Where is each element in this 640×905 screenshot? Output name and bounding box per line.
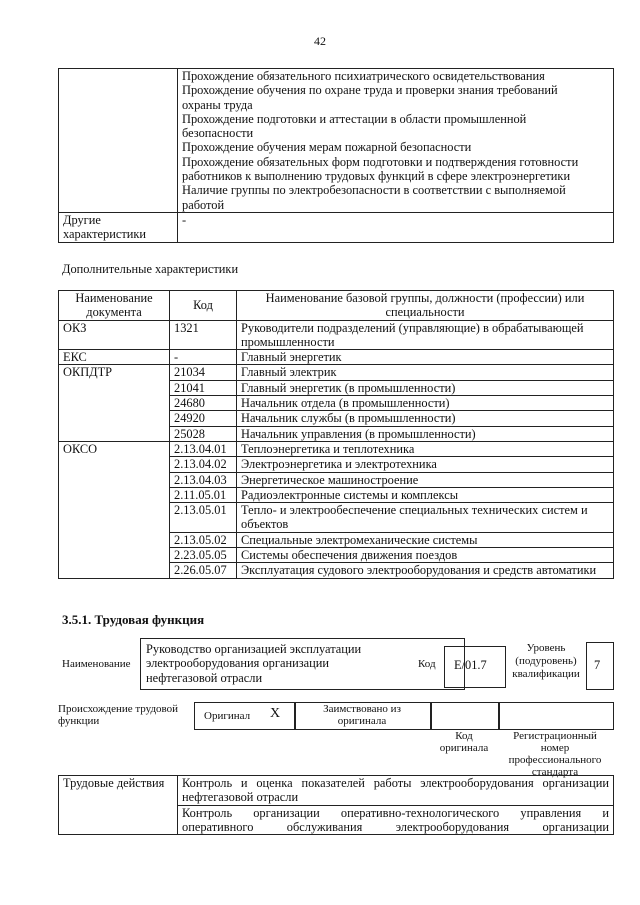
level-label: Уровень (подуровень) квалификации [512,642,580,680]
code-cell: - [170,350,237,365]
additional-characteristics-title: Дополнительные характеристики [62,262,239,276]
requirement-line: Прохождение обучения мерам пожарной безопасности [182,140,472,155]
document-cell: ОКЗ [59,320,170,350]
occupation-name-cell: Электроэнергетика и электротехника [237,457,614,472]
code-cell: 2.13.05.01 [170,503,237,533]
occupation-name-cell: Радиоэлектронные системы и комплексы [237,487,614,502]
requirements-list-cell [178,69,614,213]
borrowed-label: Заимствовано из оригинала [323,703,401,727]
original-label: Оригинал [204,710,251,722]
table-row [59,320,614,350]
requirement-line: Прохождение подготовки и аттестации в области промышленной [182,111,527,126]
code-cell: 2.26.05.07 [170,563,237,578]
requirements-table [58,68,614,243]
other-characteristics-label: Другие характеристики [59,212,178,242]
document-cell: ЕКС [59,350,170,365]
requirements-label-cell [59,69,178,213]
code-cell: 24680 [170,396,237,411]
code-cell: 24920 [170,411,237,426]
code-original-label: Код оригинала [439,730,489,754]
occupation-name-cell: Руководители подразделений (управляющие) в обрабатывающей промышленности [237,320,614,350]
table-row [59,365,614,380]
reg-number-label: Регистрационный номер профессионального стандарта [508,730,602,778]
requirement-line: Прохождение обязательного психиатрического освидетельствования [182,69,545,83]
labor-function-block [58,638,614,693]
origin-block [58,700,614,780]
occupation-name-cell: Тепло- и электрообеспечение специальных технических систем и объектов [237,503,614,533]
occupation-name-cell: Начальник службы (в промышленности) [237,411,614,426]
code-cell: 21034 [170,365,237,380]
document-cell: ОКСО [59,441,170,578]
table-row [59,441,614,456]
requirement-line: Прохождение обязательных форм подготовки и подтверждения готовности [182,154,579,169]
requirement-line: Прохождение обучения по охране труда и проверки знания требований [182,83,558,98]
code-cell: 2.13.04.02 [170,457,237,472]
labor-action-item: Контроль и оценка показателей работы электрооборудования организации нефтегазовой отрасли [178,776,614,806]
code-label: Код [418,658,436,670]
code-cell: 21041 [170,380,237,395]
code-cell: 1321 [170,320,237,350]
page-number: 42 [314,34,326,48]
occupation-name-cell: Главный энергетик [237,350,614,365]
labor-action-item: Контроль организации оперативно-технологического управления и оперативного обслуживания электрооборудования организации [178,805,614,835]
occupation-name-cell: Теплоэнергетика и теплотехника [237,441,614,456]
labor-actions-table [58,775,614,835]
column-header-document: Наименование документа [59,291,170,321]
occupation-name-cell: Эксплуатация судового электрооборудования и средств автоматики [237,563,614,578]
column-header-name: Наименование базовой группы, должности (профессии) или специальности [237,291,614,321]
requirement-line: Наличие группы по электробезопасности в соответствии с выполняемой [182,183,566,198]
occupation-name-cell: Главный энергетик (в промышленности) [237,380,614,395]
section-heading: 3.5.1. Трудовая функция [62,612,205,627]
level-value: 7 [594,658,601,672]
code-cell: 2.11.05.01 [170,487,237,502]
original-mark: X [270,706,281,721]
table-row [59,350,614,365]
name-label: Наименование [62,658,131,670]
requirement-line: работников к выполнению трудовых функций в сфере электроэнергетики [182,169,571,184]
requirement-line: охраны труда [182,97,253,112]
occupation-name-cell: Главный электрик [237,365,614,380]
requirement-line: безопасности [182,126,254,141]
occupation-name-cell: Системы обеспечения движения поездов [237,548,614,563]
function-name: Руководство организацией эксплуатации электрооборудования организации нефтегазовой отрасли [146,642,362,685]
origin-label: Происхождение трудовой функции [58,703,179,727]
occupation-name-cell: Специальные электромеханические системы [237,532,614,547]
requirement-line: работой [182,197,225,212]
code-cell: 25028 [170,426,237,441]
document-cell: ОКПДТР [59,365,170,441]
column-header-code: Код [170,291,237,321]
labor-actions-label: Трудовые действия [59,776,178,835]
code-cell: 2.23.05.05 [170,548,237,563]
code-value: E/01.7 [454,658,487,672]
reg-number-box [498,702,614,730]
other-characteristics-value: - [178,212,614,242]
code-cell: 2.13.05.02 [170,532,237,547]
occupation-name-cell: Энергетическое машиностроение [237,472,614,487]
code-cell: 2.13.04.03 [170,472,237,487]
code-original-box [430,702,500,730]
additional-characteristics-table [58,290,614,579]
occupation-name-cell: Начальник управления (в промышленности) [237,426,614,441]
code-cell: 2.13.04.01 [170,441,237,456]
occupation-name-cell: Начальник отдела (в промышленности) [237,396,614,411]
